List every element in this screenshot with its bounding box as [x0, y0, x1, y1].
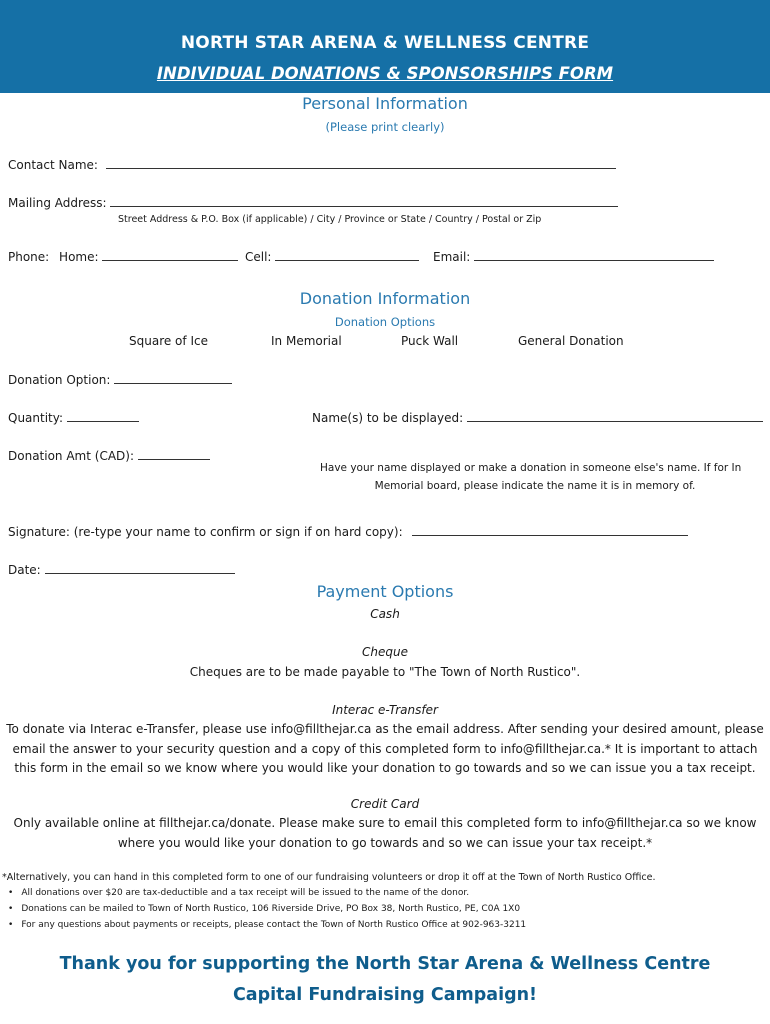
- donation-info-heading: Donation Information: [299, 289, 471, 308]
- phone-label: Phone:: [8, 250, 50, 264]
- quantity-row: [8, 410, 139, 425]
- interac-instructions: To donate via Interac e-Transfer, please use info@fillthejar.ca as the email address. After sending your desired amount, please email the answer to your security question and a copy of this completed form to info@fillthejar.ca.* It is important to attach this form in the email so we know where you would like your donation to go towards and so we can issue you a tax receipt.: [6, 722, 764, 775]
- signature-field[interactable]: [412, 524, 688, 536]
- date-label: Date:: [8, 563, 41, 577]
- date-row: [8, 562, 235, 577]
- memorial-note-line1: Have your name displayed or make a donation in someone else's name. If for In: [320, 462, 742, 474]
- thank-you-line2: Capital Fundraising Campaign!: [232, 985, 538, 1005]
- quantity-label: Quantity:: [8, 411, 64, 425]
- donation-amount-label: Donation Amt (CAD):: [8, 449, 134, 463]
- contact-name-row: [8, 157, 616, 172]
- contact-name-label: Contact Name:: [8, 158, 98, 172]
- email-row: [433, 249, 714, 264]
- donation-option-row: [8, 372, 232, 387]
- address-format-hint: Street Address & P.O. Box (if applicable) / City / Province or State / Country / Postal or Zip: [118, 214, 542, 225]
- header-banner: [0, 0, 770, 93]
- names-displayed-label: Name(s) to be displayed:: [312, 411, 464, 425]
- cell-phone-field[interactable]: [275, 249, 419, 261]
- date-field[interactable]: [45, 562, 235, 574]
- cheque-instructions: Cheques are to be made payable to "The Town of North Rustico".: [189, 665, 581, 679]
- option-in-memorial[interactable]: In Memorial: [271, 334, 342, 348]
- email-field[interactable]: [474, 249, 714, 261]
- names-displayed-row: [312, 410, 763, 425]
- alternative-note: *Alternatively, you can hand in this completed form to one of our fundraising volunteers or drop it off at the Town of North Rustico Office.: [2, 872, 656, 883]
- donation-amount-row: [8, 448, 210, 463]
- contact-name-field[interactable]: [106, 157, 616, 169]
- option-puck-wall[interactable]: Puck Wall: [401, 334, 459, 348]
- print-clearly-note: (Please print clearly): [325, 120, 445, 134]
- donation-option-field[interactable]: [114, 372, 232, 384]
- payment-options-heading: Payment Options: [316, 582, 454, 601]
- memorial-note-line2: Memorial board, please indicate the name it is in memory of.: [374, 480, 696, 492]
- credit-card-instructions: Only available online at fillthejar.ca/donate. Please make sure to email this completed form to info@fillthejar.ca so we know where you would like your donation to go towards and so we can issue your tax receipt.*: [13, 816, 757, 850]
- donation-option-label: Donation Option:: [8, 373, 111, 387]
- option-general-donation[interactable]: General Donation: [518, 334, 624, 348]
- donation-options-heading: Donation Options: [334, 315, 436, 329]
- thank-you-line1: Thank you for supporting the North Star Arena & Wellness Centre: [59, 954, 711, 974]
- phone-row: [8, 249, 238, 264]
- cheque-heading: Cheque: [362, 645, 408, 659]
- home-phone-label: Home:: [59, 250, 99, 264]
- mailing-address-field[interactable]: [110, 195, 618, 207]
- credit-card-heading: Credit Card: [350, 797, 420, 811]
- signature-row: [8, 524, 688, 539]
- form-title: NORTH STAR ARENA & WELLNESS CENTRE: [180, 33, 590, 53]
- quantity-field[interactable]: [67, 410, 139, 422]
- cell-phone-label: Cell:: [245, 250, 272, 264]
- home-phone-field[interactable]: [102, 249, 238, 261]
- interac-heading: Interac e-Transfer: [332, 703, 438, 717]
- donation-amount-field[interactable]: [138, 448, 210, 460]
- bullet-contact-info: • For any questions about payments or receipts, please contact the Town of North Rustico Office at 902-963-3211: [8, 920, 526, 930]
- mailing-address-row: [8, 195, 618, 210]
- names-displayed-field[interactable]: [467, 410, 763, 422]
- personal-info-heading: Personal Information: [302, 94, 468, 113]
- mailing-address-label: Mailing Address:: [8, 196, 107, 210]
- email-label: Email:: [433, 250, 471, 264]
- bullet-tax-receipt: • All donations over $20 are tax-deductible and a tax receipt will be issued to the name of the donor.: [8, 888, 469, 898]
- cash-heading: Cash: [370, 607, 400, 621]
- form-subtitle: INDIVIDUAL DONATIONS & SPONSORSHIPS FORM: [156, 64, 614, 83]
- cell-row: [245, 249, 419, 264]
- signature-label: Signature: (re-type your name to confirm or sign if on hard copy):: [8, 525, 403, 539]
- bullet-mailing-address: • Donations can be mailed to Town of North Rustico, 106 Riverside Drive, PO Box 38, North Rustico, PE, C0A 1X0: [8, 904, 520, 914]
- option-square-of-ice[interactable]: Square of Ice: [129, 334, 208, 348]
